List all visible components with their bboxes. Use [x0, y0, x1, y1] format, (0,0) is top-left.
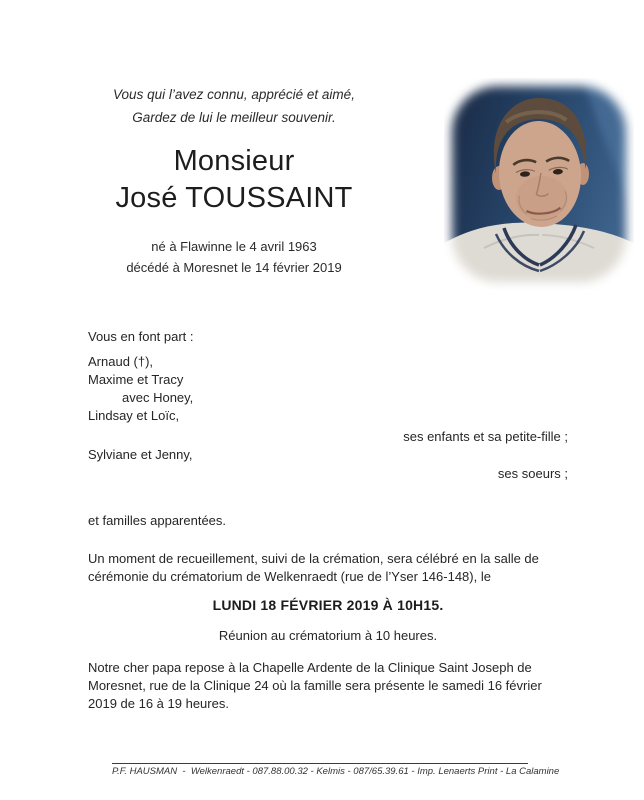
- mourner-line: Sylviane et Jenny,: [88, 447, 193, 462]
- deceased-name: José TOUSSAINT: [115, 182, 353, 214]
- mourner-line: Maxime et Tracy: [88, 372, 184, 387]
- chapel-paragraph-line2: Moresnet, rue de la Clinique 24 où la famille sera présente le samedi 16 février: [88, 678, 542, 693]
- ceremony-paragraph-line1: Un moment de recueillement, suivi de la crémation, sera célébré en la salle de: [88, 551, 539, 566]
- mourner-line: avec Honey,: [122, 390, 194, 405]
- chapel-paragraph-line1: Notre cher papa repose à la Chapelle Ardente de la Clinique Saint Joseph de: [88, 660, 532, 675]
- death-line: décédé à Moresnet le 14 février 2019: [126, 260, 342, 275]
- intro-quote: [88, 83, 380, 129]
- relation-sisters: ses soeurs ;: [497, 466, 568, 481]
- chapel-paragraph: [88, 659, 568, 713]
- meeting-line: Réunion au crématorium à 10 heures.: [218, 628, 438, 643]
- portrait-illustration: [444, 78, 634, 290]
- funeral-home-imprint: P.F. HAUSMAN - Welkenraedt - 087.88.00.32 - Kelmis - 087/65.39.61 - Imp. Lenaerts Print - La Calamine: [112, 763, 528, 777]
- mourner-line: Arnaud (†),: [88, 354, 154, 369]
- ceremony-paragraph: [88, 550, 568, 586]
- deceased-title: Monsieur: [173, 145, 295, 177]
- chapel-paragraph-line3: 2019 de 16 à 19 heures.: [88, 696, 229, 711]
- families-line: et familles apparentées.: [88, 513, 227, 528]
- deceased-title-name: [88, 143, 380, 217]
- announcement-lead: Vous en font part :: [88, 329, 194, 344]
- deceased-portrait-photo: [444, 78, 634, 290]
- mourner-line: Lindsay et Loïc,: [88, 408, 180, 423]
- relation-children: ses enfants et sa petite-fille ;: [403, 429, 568, 444]
- polo-shirt: [444, 223, 634, 290]
- intro-quote-line2: Gardez de lui le meilleur souvenir.: [132, 110, 336, 125]
- life-dates: [88, 236, 380, 278]
- ceremony-date-line: LUNDI 18 FÉVRIER 2019 À 10H15.: [212, 597, 444, 613]
- ceremony-paragraph-line2: cérémonie du crématorium de Welkenraedt (rue de l’Yser 146-148), le: [88, 569, 491, 584]
- intro-quote-line1: Vous qui l’avez connu, apprécié et aimé,: [113, 87, 355, 102]
- birth-line: né à Flawinne le 4 avril 1963: [151, 239, 317, 254]
